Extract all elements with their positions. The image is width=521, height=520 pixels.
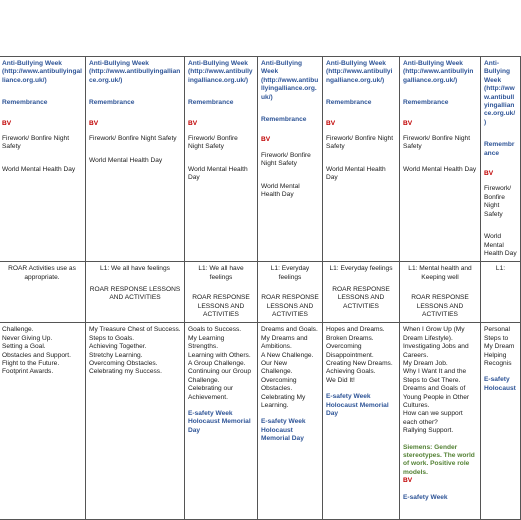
topic-line: Goals to Success. [188,326,242,334]
bv-label: BV [484,170,494,178]
firework-label: Firework/ Bonfire Night Safety [2,135,70,151]
lesson-cell-5 [323,262,400,323]
events-cell-3 [185,57,258,262]
topic-line: When I Grow Up (My Dream Lifestyle). [403,326,465,342]
lesson-cell-6 [400,262,481,323]
topic-line: A Group Challenge. [188,359,246,367]
anti-bullying-link[interactable]: Anti-Bullying Week (http://www.antibullyingalliance.org.uk/) [326,60,393,84]
topic-line: Dreams and Goals of Young People in Other Cultures. [403,385,470,409]
remembrance-label: Remembrance [484,141,515,157]
topic-line: Learning with Others. [188,351,251,359]
topic-line: Stretchy Learning. [89,351,143,359]
topic-line: Steps to Goals. [89,334,135,342]
anti-bullying-link[interactable]: Anti-Bullying Week (http://www.antibullyingalliance.org.uk/) [484,60,516,126]
topic-line: Challenge. [2,326,34,334]
lesson-heading: L1: We all have feelings [100,265,170,273]
lesson-heading: L1: We all have feelings [198,265,244,281]
lesson-subheading: ROAR RESPONSE LESSONS AND ACTIVITIES [192,294,250,318]
topics-cell-7 [481,323,521,520]
topic-line: My Treasure Chest of Success. [89,326,181,334]
mental-health-label: World Mental Health Day [188,165,248,182]
firework-label: Firework/ Bonfire Night Safety [89,135,177,143]
anti-bullying-link[interactable]: Anti-Bullying Week (http://www.antibullyingalliance.org.uk/) [89,60,181,84]
topic-line: Recognis [484,359,512,367]
remembrance-label: Remembrance [326,99,372,107]
topic-line: Overcoming Disappointment. [326,343,374,359]
table-row-lessons [0,262,521,323]
topic-line: Achieving Together. [89,343,147,351]
lesson-subheading: ROAR RESPONSE LESSONS AND ACTIVITIES [89,285,181,302]
topic-line: Celebrating our Achievement. [188,385,234,401]
topic-line: Why I Want It and the Steps to Get There. [403,368,467,384]
anti-bullying-link[interactable]: Anti-Bullying Week (http://www.antibullyingalliance.org.uk/) [403,60,474,84]
topic-line: Hopes and Dreams. [326,326,385,334]
firework-label: Firework/ Bonfire Night Safety [326,135,394,151]
bv-label: BV [326,119,336,127]
topic-line: My Dreams and Ambitions. [261,334,308,351]
bv-label: BV [403,477,413,485]
remembrance-label: Remembrance [2,99,48,107]
topic-line: Never Giving Up. [2,334,53,342]
anti-bullying-link[interactable]: Anti-Bullying Week (http://www.antibullyingalliance.org.uk/) [261,60,319,101]
remembrance-label: Remembrance [89,99,135,107]
lesson-cell-4 [258,262,323,323]
bv-label: BV [2,119,12,127]
planning-table [0,56,521,520]
lesson-heading: L1: Mental health and Keeping well [408,265,472,281]
topic-line: We Did It! [326,376,355,384]
topics-cell-6 [400,323,481,520]
bv-label: BV [403,119,413,127]
lesson-subheading: ROAR RESPONSE LESSONS AND ACTIVITIES [332,285,390,310]
lesson-cell-3 [185,262,258,323]
topic-line: Achieving Goals. [326,368,376,376]
topic-line: Celebrating my Success. [89,368,162,376]
table-row-topics [0,323,521,520]
lesson-cell-2 [86,262,185,323]
lesson-heading: L1: [495,265,506,273]
topic-line: Investigating Jobs and Careers. [403,343,469,359]
lesson-heading: ROAR Activities use as appropriate. [8,265,76,281]
events-cell-4 [258,57,323,262]
topic-line: Continuing our Group Challenge. [188,368,252,384]
events-cell-1 [0,57,86,262]
remembrance-label: Remembrance [261,116,307,124]
topic-line: Rallying Support. [403,427,454,435]
topic-line: A New Challenge. [261,351,314,359]
topic-line: Our New Challenge. [261,359,293,376]
esafety-week-label: E-safety [484,376,510,384]
topics-cell-1 [0,323,86,520]
events-cell-6 [400,57,481,262]
holocaust-day-label: Holocaust Memorial Day [326,401,389,417]
lesson-heading: L1: Everyday feelings [270,265,310,281]
events-cell-5 [323,57,400,262]
firework-label: Firework/ Bonfire Night Safety [484,185,512,218]
topics-cell-2 [86,323,185,520]
lesson-subheading: ROAR RESPONSE LESSONS AND ACTIVITIES [261,294,319,318]
bv-label: BV [188,119,198,127]
topic-line: Personal [484,326,511,334]
mental-health-label: World Mental Health Day [484,233,517,257]
topics-cell-4 [258,323,323,520]
holocaust-day-label: Holocaust Memorial Day [261,426,304,443]
mental-health-label: World Mental Health Day [261,182,300,199]
bv-label: BV [261,136,271,144]
topic-line: Celebrating My Learning. [261,393,306,409]
topic-line: Overcoming Obstacles. [261,376,297,393]
anti-bullying-link[interactable]: Anti-Bullying Week (http://www.antibullyingalliance.org.uk/) [188,60,253,84]
firework-label: Firework/ Bonfire Night Safety [403,135,471,151]
topic-line: Steps to [484,334,509,342]
topic-line: Dreams and Goals. [261,326,318,334]
topics-cell-3 [185,323,258,520]
firework-label: Firework/ Bonfire Night Safety [188,135,238,151]
remembrance-label: Remembrance [188,99,234,107]
topic-line: My Dream [484,343,515,351]
lesson-cell-7 [481,262,521,323]
topic-line: Overcoming Obstacles. [89,359,158,367]
remembrance-label: Remembrance [403,99,449,107]
topic-line: My Learning Strengths. [188,334,225,351]
esafety-week-label: E-safety Week [403,493,448,501]
mental-health-label: World Mental Health Day [2,165,76,173]
esafety-week-label: E-safety Week [326,393,371,401]
topic-line: Obstacles and Support. [2,351,71,359]
esafety-week-label: E-safety Week [261,418,306,426]
bv-label: BV [89,119,99,127]
firework-label: Firework/ Bonfire Night Safety [261,151,311,168]
topic-line: Creating New Dreams. [326,359,393,367]
events-cell-2 [86,57,185,262]
topics-cell-5 [323,323,400,520]
mental-health-label: World Mental Health Day [89,157,163,165]
topic-line: Helping [484,351,507,359]
mental-health-label: World Mental Health Day [403,165,477,173]
topic-line: How can we support each other? [403,410,463,426]
topic-line: Footprint Awards. [2,368,54,376]
holocaust-day-label: Holocaust [484,384,516,392]
anti-bullying-link[interactable]: Anti-Bullying Week (http://www.antibullyingalliance.org.uk/) [2,60,82,84]
mental-health-label: World Mental Health Day [326,165,386,182]
topic-line: Broken Dreams. [326,334,374,342]
holocaust-day-label: Holocaust Memorial Day [188,418,251,434]
topic-line: Flight to the Future. [2,359,60,367]
events-cell-7 [481,57,521,262]
lesson-heading: L1: Everyday feelings [329,265,393,273]
topic-line: My Dream Job. [403,359,448,367]
lesson-cell-1 [0,262,86,323]
lesson-subheading: ROAR RESPONSE LESSONS AND ACTIVITIES [411,294,469,318]
table-row-events [0,57,521,262]
siemens-note: Siemens: Gender stereotypes. The world of work. Positive role models. [403,443,475,476]
esafety-week-label: E-safety Week [188,410,233,417]
topic-line: Setting a Goal. [2,343,46,351]
